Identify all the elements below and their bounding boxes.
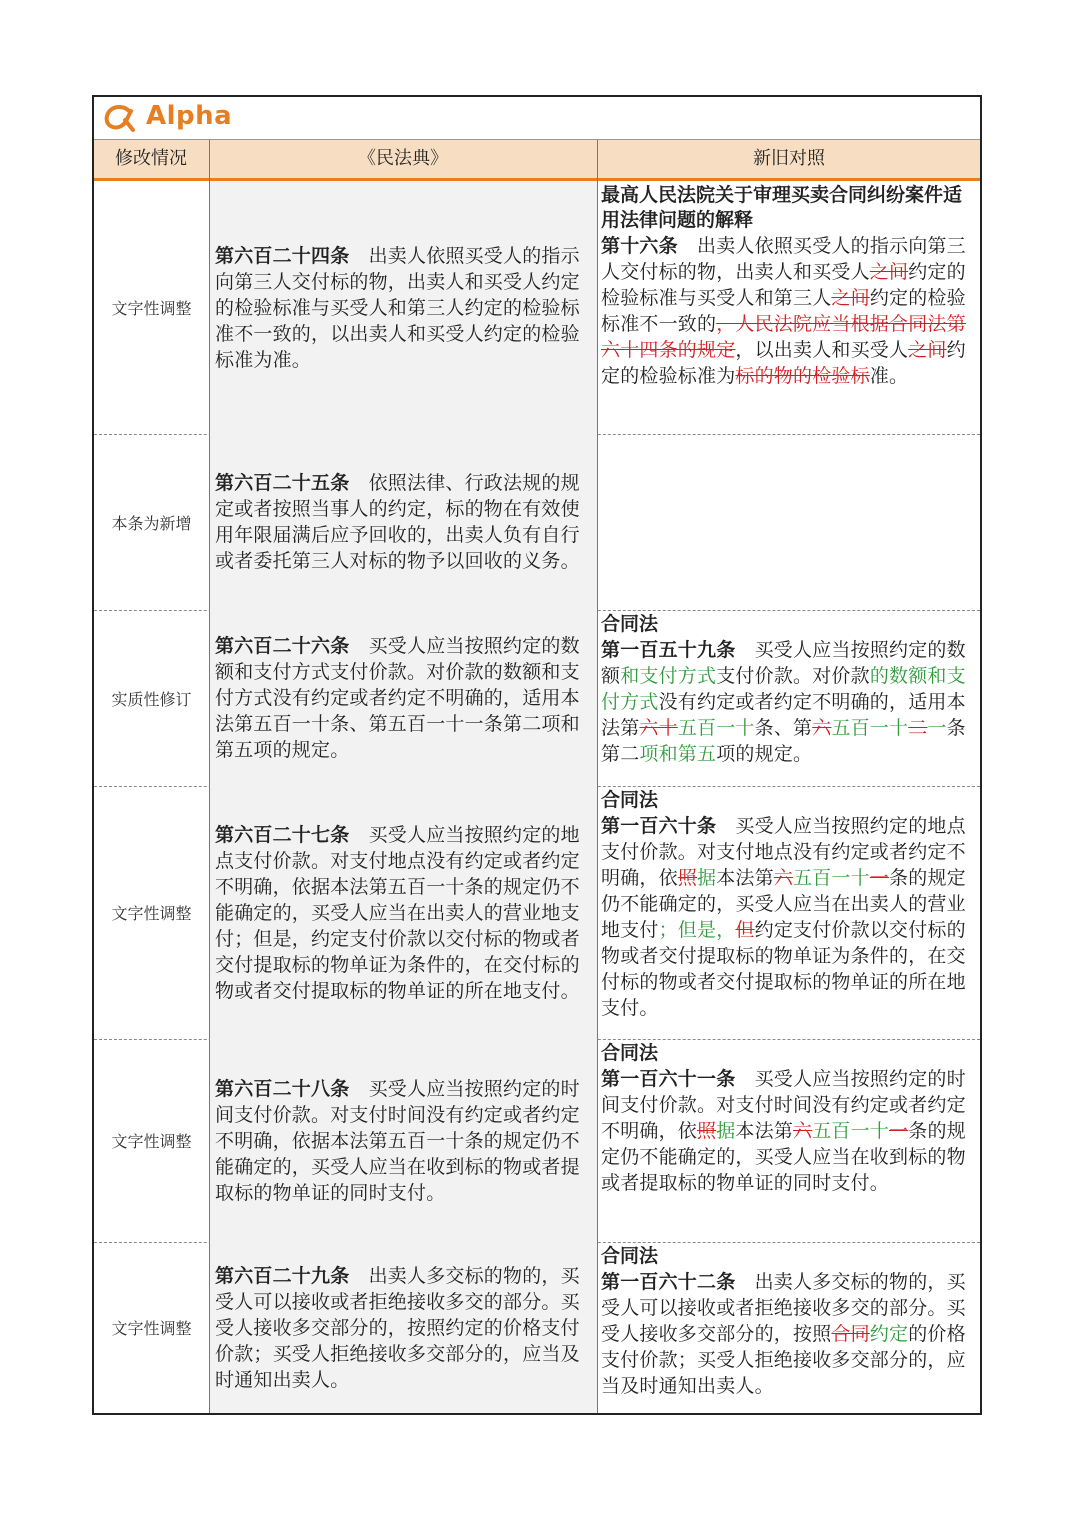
unchanged-text: 买受人应当按照约定的地点支付价款。对支付地点没有约定或者约定不明确，依 [601,815,966,889]
added-text: 五百一十 [831,717,909,739]
added-text: 约定 [869,1323,909,1345]
comparison-cell [598,610,980,786]
deleted-text: 之间 [869,261,909,283]
header-comparison: 新旧对照 [753,148,825,169]
article-number: 第一百六十条 [601,815,717,837]
added-text: ；但是， [658,919,736,941]
article-number: 第六百二十四条 [215,244,350,267]
civil-code-cell [210,1039,597,1242]
change-type: 文字性调整 [111,299,192,318]
unchanged-text: 买受人应当按照约定的时间支付价款。对支付时间没有约定或者约定不明确，依 [601,1068,966,1142]
deleted-text: 合同 [831,1323,870,1345]
unchanged-text: 条的规定仍不能确定的，买受人应当在出卖人的营业地支付 [601,867,966,941]
table-row [94,786,980,1040]
table-row [94,610,980,787]
article-text: 出卖人依照买受人的指示向第三人交付标的物，出卖人和买受人约定的检验标准与买受人和第三人约定的检验标准不一致的，以出卖人和买受人约定的检验标准为准。 [215,244,580,371]
comparison-sheet [92,95,982,1415]
table-row [94,1039,980,1243]
article-number: 第一百五十九条 [601,639,736,661]
article-number: 第六百二十九条 [215,1264,350,1287]
deleted-text: 但 [735,919,755,941]
unchanged-text: 条第二 [601,717,966,765]
civil-code-cell [210,610,597,786]
comparison-cell-empty [598,434,980,610]
article-number: 第六百二十六条 [215,635,350,657]
article-text: 买受人应当按照约定的地点支付价款。对支付地点没有约定或者约定不明确，依据本法第五百一十条的规定仍不能确定的，买受人应当在出卖人的营业地支付；但是，约定支付价款以交付标的物或者交付提取标的物单证为条件的，在交付标的物或者交付提取标的物单证的所在地支付。 [215,823,580,1002]
civil-code-cell [210,181,597,434]
unchanged-text: 约定的检验标准不一致的 [601,287,966,335]
unchanged-text: 出卖人依照买受人的指示向第三人交付标的物，出卖人和买受人 [601,235,966,283]
unchanged-text: 本法第 [716,867,774,889]
added-text: 据 [716,1120,736,1142]
added-text: 五百一十 [793,867,870,889]
table-header [94,140,980,181]
unchanged-text: 出卖人多交标的物的，买受人可以接收或者拒绝接收多交的部分。买受人接收多交部分的，按照 [601,1271,966,1345]
added-text: 的数额和支付方式 [601,665,966,713]
added-text: 和支付方式 [620,665,717,687]
civil-code-cell [210,1242,597,1413]
civil-code-cell [210,786,597,1039]
article-number: 第六百二十七条 [215,823,350,846]
source-law: 合同法 [601,1245,659,1267]
unchanged-text: 支付价款。对价款 [716,665,870,687]
unchanged-text: 条的规定仍不能确定的，买受人应当在收到标的物或者提取标的物单证的同时支付。 [601,1120,966,1194]
deleted-text: 一 [869,867,890,889]
unchanged-text: ，以出卖人和买受人 [735,339,909,361]
change-type: 文字性调整 [111,1132,192,1151]
deleted-text: ，人民法院应当根据合同法第六十四条的规定 [601,313,966,361]
added-text: 五百一十 [812,1120,890,1142]
source-law: 最高人民法院关于审理买卖合同纠纷案件适用法律问题的解释 [601,184,963,231]
deleted-text: 之间 [908,339,947,361]
added-text: 五百一十 [677,717,755,739]
article-number: 第一百六十二条 [601,1271,736,1293]
alpha-logo-icon [102,103,136,133]
deleted-text: 二 [908,717,928,739]
unchanged-text: 约定的检验标准为 [601,339,966,387]
comparison-cell [598,1242,980,1413]
deleted-text: 标的物的检验标 [735,365,870,387]
unchanged-text: 没有约定或者约定不明确的，适用本法第 [601,691,966,739]
unchanged-text: 条、第 [754,717,813,739]
deleted-text: 六 [793,1120,813,1142]
table-row [94,181,980,435]
article-number: 第十六条 [601,235,678,257]
civil-code-cell [210,434,597,610]
unchanged-text: 准。 [869,365,909,387]
unchanged-text: 本法第 [735,1120,794,1142]
article-text: 出卖人多交标的物的，买受人可以接收或者拒绝接收多交的部分。买受人接收多交部分的，按照约定的价格支付价款；买受人拒绝接收多交部分的，应当及时通知出卖人。 [215,1264,580,1391]
article-text: 买受人应当按照约定的时间支付价款。对支付时间没有约定或者约定不明确，依据本法第五百一十条的规定仍不能确定的，买受人应当在收到标的物或者提取标的物单证的同时支付。 [215,1077,580,1204]
source-law: 合同法 [601,613,659,635]
header-civil-code: 《民法典》 [210,140,596,178]
unchanged-text: 项的规定。 [716,743,813,765]
deleted-text: 六 [773,867,794,889]
brand-name: Alpha [146,101,233,131]
article-text: 买受人应当按照约定的数额和支付方式支付价款。对价款的数额和支付方式没有约定或者约定不明确的，适用本法第五百一十条、第五百一十一条第二项和第五项的规定。 [215,635,580,761]
table-row [94,1242,980,1413]
article-number: 第六百二十五条 [215,472,350,494]
comparison-cell [598,786,980,1039]
deleted-text: 六 [812,717,832,739]
comparison-cell [598,181,980,434]
source-law: 合同法 [601,789,659,811]
added-text: 一 [927,717,947,739]
table-row [94,434,980,611]
change-type: 本条为新增 [111,513,192,533]
article-number: 第一百六十一条 [601,1068,736,1090]
change-type: 文字性调整 [111,904,192,923]
source-law: 合同法 [601,1042,659,1064]
unchanged-text: 买受人应当按照约定的数额 [601,639,966,687]
deleted-text: 照 [677,867,698,889]
comparison-cell [598,1039,980,1242]
change-type: 实质性修订 [111,689,192,709]
added-text: 项和第五 [639,743,717,765]
article-number: 第六百二十八条 [215,1077,350,1100]
header-change-type: 修改情况 [115,148,187,169]
deleted-text: 照 [697,1120,717,1142]
deleted-text: 一 [889,1120,909,1142]
article-text: 依照法律、行政法规的规定或者按照当事人的约定，标的物在有效使用年限届满后应予回收的，出卖人负有自行或者委托第三人对标的物予以回收的义务。 [215,472,580,572]
unchanged-text: 约定支付价款以交付标的物或者交付提取标的物单证为条件的，在交付标的物或者交付提取标的物单证的所在地支付。 [601,919,966,1019]
change-type: 文字性调整 [111,1319,192,1338]
unchanged-text: 约定的检验标准与买受人和第三人 [601,261,966,309]
deleted-text: 六十 [639,717,678,739]
added-text: 据 [697,867,717,889]
brand-header [94,97,980,140]
unchanged-text: 的价格支付价款；买受人拒绝接收多交部分的，应当及时通知出卖人。 [601,1323,966,1397]
deleted-text: 之间 [831,287,870,309]
